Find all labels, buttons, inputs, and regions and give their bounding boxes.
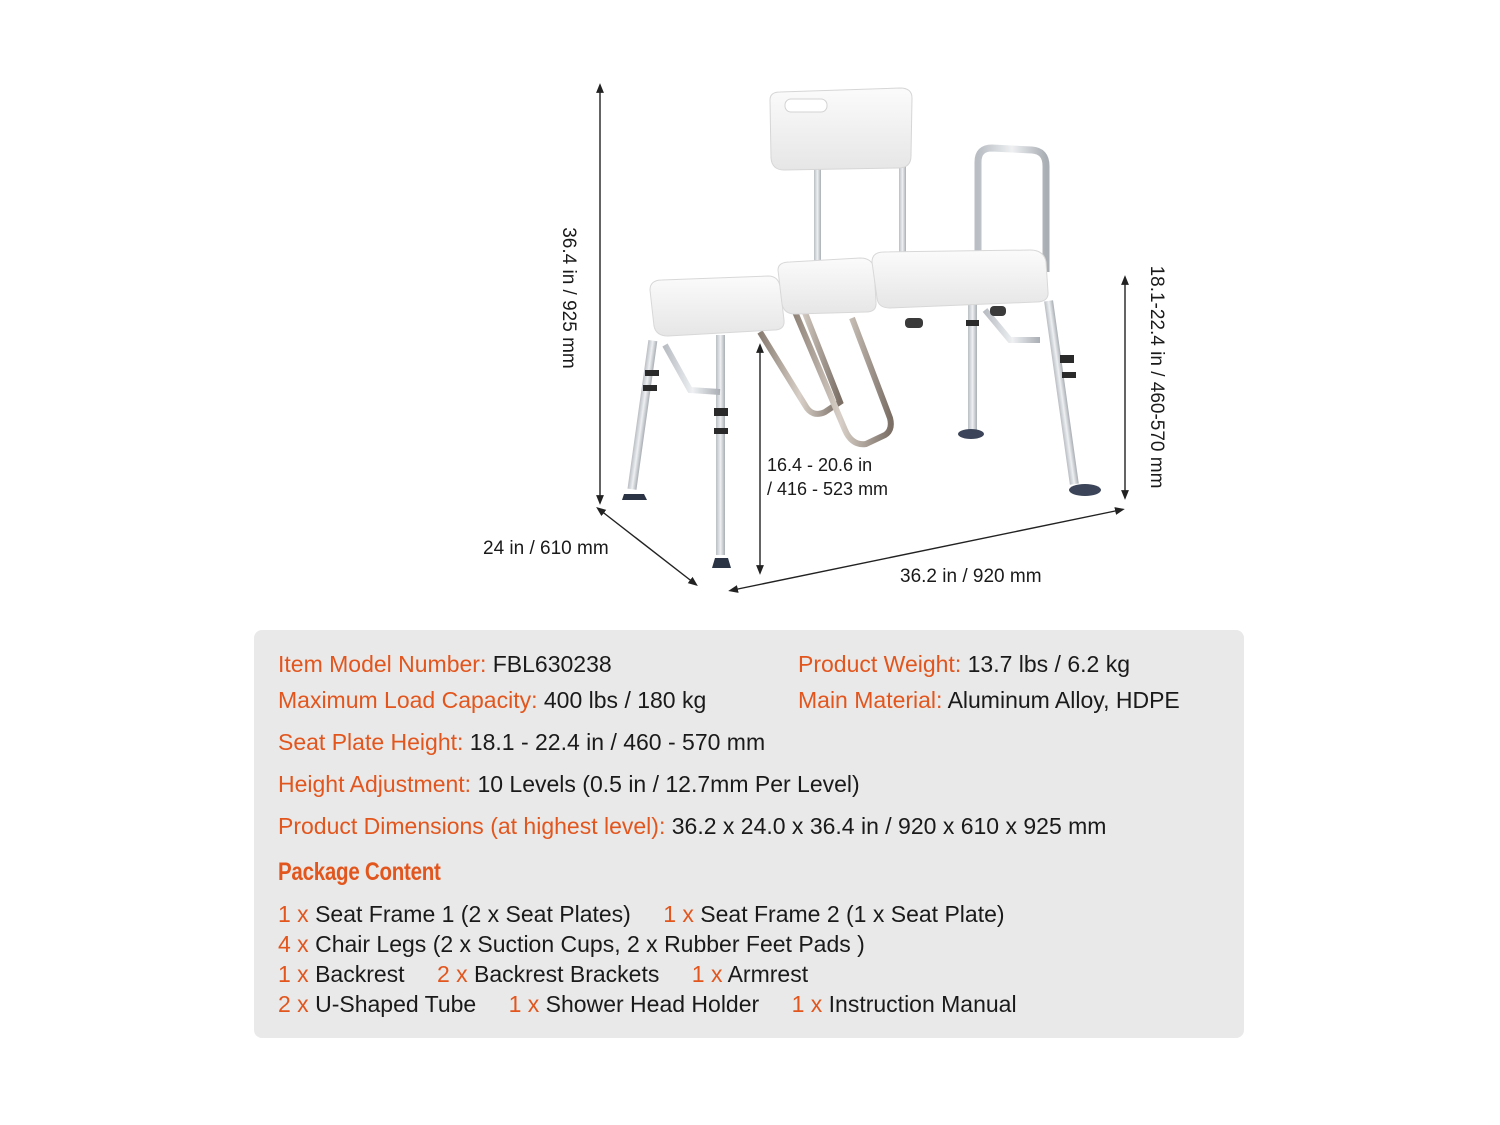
package-item-name: U-Shaped Tube: [315, 991, 477, 1017]
transfer-seat-height-line-1: 16.4 - 20.6 in: [767, 455, 873, 475]
package-line-3: [278, 961, 834, 988]
package-item: [663, 901, 1004, 928]
spec-main-material: [798, 687, 1180, 714]
package-item-qty: 1 x: [508, 991, 540, 1017]
package-item: [437, 961, 659, 988]
package-item-qty: 1 x: [691, 961, 723, 987]
spec-label: Product Dimensions (at highest level):: [278, 813, 666, 839]
spec-value: FBL630238: [492, 651, 612, 677]
spec-label: Maximum Load Capacity:: [278, 687, 538, 713]
spec-value: 10 Levels (0.5 in / 12.7mm Per Level): [477, 771, 860, 797]
package-item-name: Seat Frame 1 (2 x Seat Plates): [315, 901, 631, 927]
spec-value: 36.2 x 24.0 x 36.4 in / 920 x 610 x 925 mm: [671, 813, 1107, 839]
spec-label: Item Model Number:: [278, 651, 487, 677]
specification-panel: [254, 630, 1244, 1038]
spec-max-load: [278, 687, 706, 714]
spec-height-adjustment: [278, 771, 860, 798]
package-item-qty: 2 x: [436, 961, 468, 987]
package-item: [792, 991, 1017, 1018]
package-item-qty: 4 x: [278, 931, 309, 957]
spec-value: 400 lbs / 180 kg: [543, 687, 707, 713]
package-line-4: [278, 991, 1043, 1018]
package-item-name: Backrest: [315, 961, 405, 987]
package-item-qty: 1 x: [278, 901, 309, 927]
spec-value: 13.7 lbs / 6.2 kg: [967, 651, 1130, 677]
package-item: [692, 961, 808, 988]
spec-value: Aluminum Alloy, HDPE: [947, 687, 1180, 713]
package-item: [509, 991, 760, 1018]
package-item-qty: 1 x: [791, 991, 823, 1017]
package-item: [278, 931, 865, 958]
package-item-name: Seat Frame 2 (1 x Seat Plate): [700, 901, 1005, 927]
package-line-1: [278, 901, 1031, 928]
package-item-qty: 2 x: [278, 991, 309, 1017]
package-item-name: Instruction Manual: [828, 991, 1017, 1017]
package-item-qty: 1 x: [278, 961, 309, 987]
transfer-seat-height-label: [767, 453, 888, 501]
spec-seat-plate-height: [278, 729, 765, 756]
spec-product-dimensions: [278, 813, 1106, 840]
spec-label: Main Material:: [798, 687, 943, 713]
package-item-qty: 1 x: [663, 901, 694, 927]
spec-label: Height Adjustment:: [278, 771, 472, 797]
package-item-name: Chair Legs (2 x Suction Cups, 2 x Rubber Feet Pads ): [315, 931, 865, 957]
spec-model-number: [278, 651, 612, 678]
spec-value: 18.1 - 22.4 in / 460 - 570 mm: [469, 729, 766, 755]
spec-label: Product Weight:: [798, 651, 962, 677]
package-content-heading: Package Content: [278, 858, 441, 886]
seat-height-range-label: 18.1-22.4 in / 460-570 mm: [1146, 265, 1167, 489]
spec-product-weight: [798, 651, 1130, 678]
package-item: [278, 991, 476, 1018]
package-line-2: [278, 931, 891, 958]
overall-height-label: 36.4 in / 925 mm: [558, 227, 579, 369]
spec-label: Seat Plate Height:: [278, 729, 464, 755]
package-item-name: Armrest: [727, 961, 809, 987]
package-item-name: Backrest Brackets: [474, 961, 660, 987]
package-item-name: Shower Head Holder: [545, 991, 760, 1017]
width-label: 36.2 in / 920 mm: [900, 566, 1042, 587]
transfer-seat-height-line-2: / 416 - 523 mm: [767, 479, 889, 499]
package-item: [278, 961, 405, 988]
package-item: [278, 901, 631, 928]
depth-label: 24 in / 610 mm: [483, 538, 609, 559]
